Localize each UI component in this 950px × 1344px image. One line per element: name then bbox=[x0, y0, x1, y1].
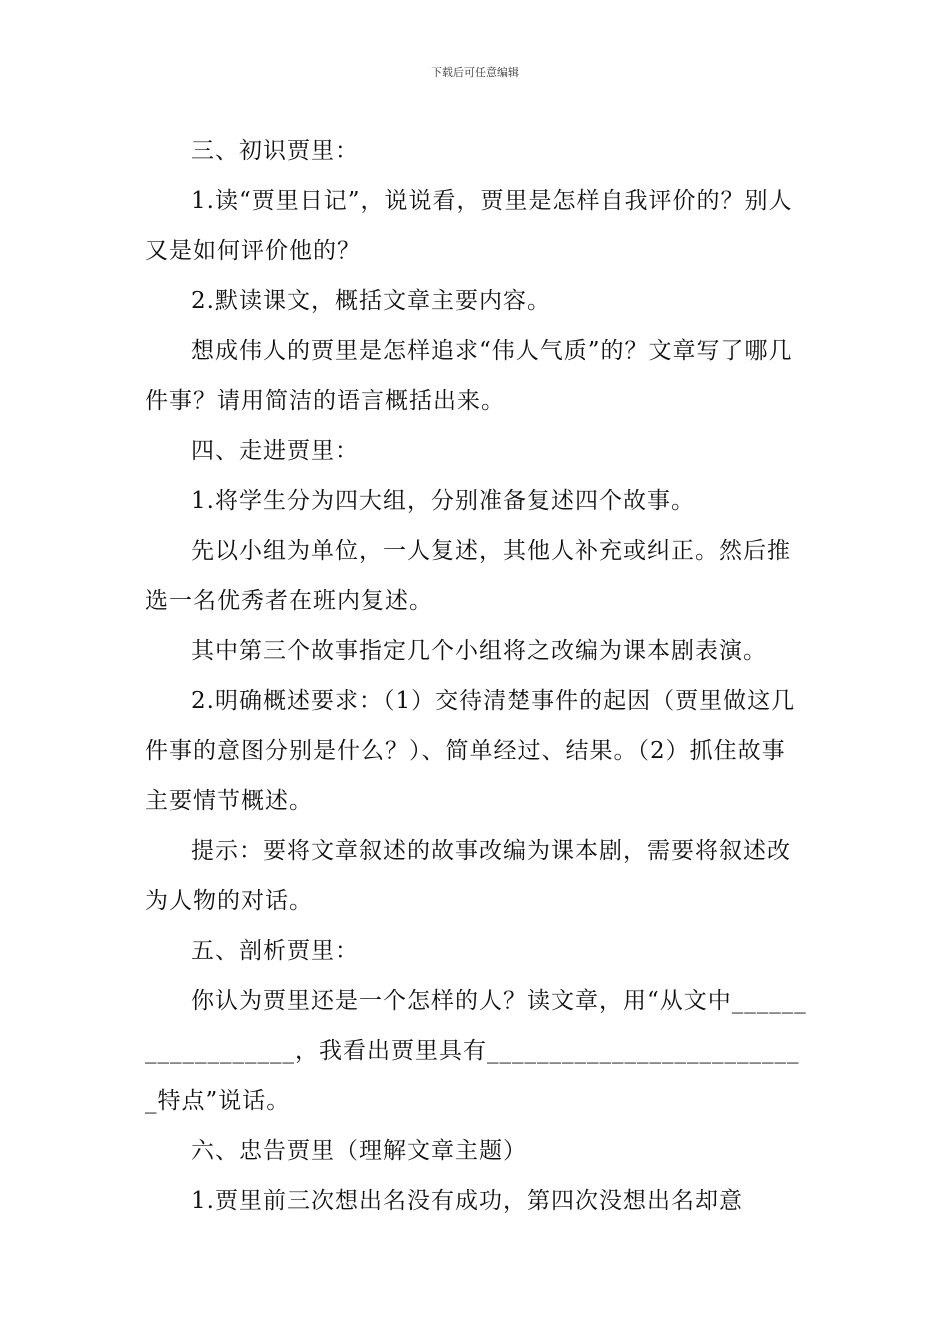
paragraph: 你认为贾里还是一个怎样的人？读文章，用“从文中__________________，我看出贾里具有__________________________特点”说话。 bbox=[145, 988, 807, 1114]
paragraph: 先以小组为单位，一人复述，其他人补充或纠正。然后推选一名优秀者在班内复述。 bbox=[145, 538, 791, 614]
page-header: 下载后可任意编辑 bbox=[431, 66, 519, 79]
paragraph: 2.默读课文，概括文章主要内容。 bbox=[191, 288, 551, 314]
section-heading: 三、初识贾里： bbox=[191, 138, 359, 164]
section-heading: 六、忠告贾里（理解文章主题） bbox=[191, 1138, 527, 1164]
paragraph: 1.将学生分为四大组，分别准备复述四个故事。 bbox=[191, 488, 695, 514]
paragraph: 其中第三个故事指定几个小组将之改编为课本剧表演。 bbox=[191, 638, 767, 664]
paragraph: 2.明确概述要求：（1）交待清楚事件的起因（贾里做这几件事的意图分别是什么？）、简单经过、结果。（2）抓住故事主要情节概述。 bbox=[145, 688, 796, 814]
section-heading: 四、走进贾里： bbox=[191, 438, 359, 464]
paragraph: 想成伟人的贾里是怎样追求“伟人气质”的？文章写了哪几件事？请用简洁的语言概括出来。 bbox=[145, 338, 793, 414]
paragraph: 1.贾里前三次想出名没有成功，第四次没想出名却意 bbox=[191, 1188, 743, 1214]
paragraph: 1.读“贾里日记”，说说看，贾里是怎样自我评价的？别人又是如何评价他的？ bbox=[145, 188, 793, 264]
document-body bbox=[145, 126, 807, 1226]
paragraph: 提示：要将文章叙述的故事改编为课本剧，需要将叙述改为人物的对话。 bbox=[145, 838, 791, 914]
section-heading: 五、剖析贾里： bbox=[191, 938, 359, 964]
